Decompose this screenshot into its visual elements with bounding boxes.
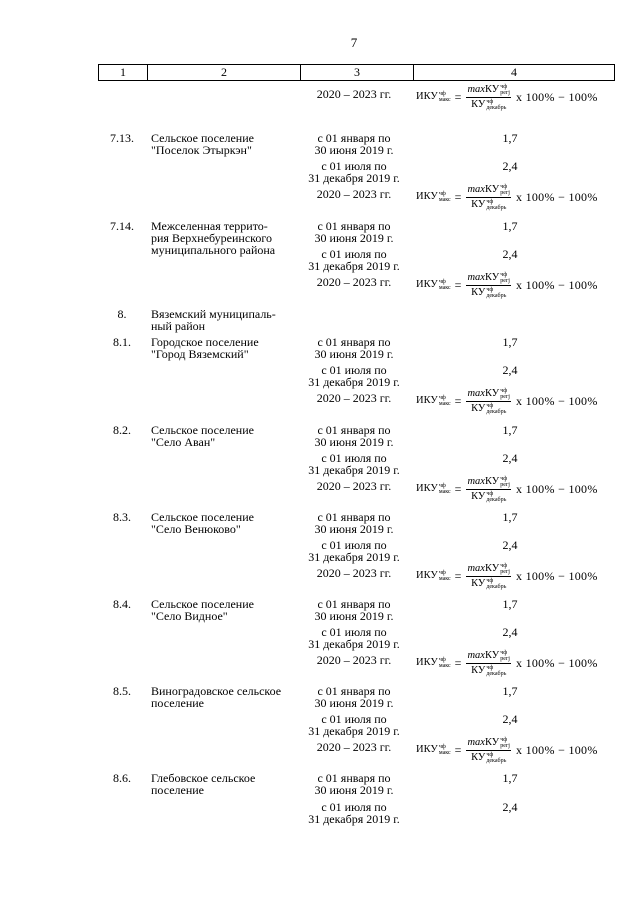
- page-number: 7: [350, 35, 358, 50]
- coefficient-value: 2,4: [502, 451, 518, 465]
- period-line: 30 июня 2019 г.: [314, 522, 394, 536]
- formula-num-indices: [500, 476, 510, 488]
- formula-tail: x 100% − 100%: [515, 90, 598, 104]
- formula-den-sub: декабрь: [486, 204, 507, 211]
- period-cell: [298, 598, 410, 622]
- row-name-line: Глебовское сельское: [151, 771, 256, 785]
- formula-num-sup: чф: [500, 649, 508, 656]
- formula-num-sup: чф: [500, 83, 508, 90]
- formula-den-sup: чф: [486, 198, 494, 205]
- formula-num-sup: чф: [500, 475, 508, 482]
- coefficient-value: 1,7: [502, 219, 518, 233]
- formula-num-indices: [500, 650, 510, 662]
- period-line: с 01 января по: [317, 219, 391, 233]
- period-line: 31 декабря 2019 г.: [308, 812, 400, 826]
- period-line: 31 декабря 2019 г.: [308, 724, 400, 738]
- formula-lhs-indices: [439, 395, 451, 407]
- period-cell: [298, 248, 410, 272]
- formula-numerator: [466, 476, 511, 489]
- formula-lhs: ИКУ: [416, 657, 438, 668]
- formula-den-ku: КУ: [471, 490, 486, 502]
- period-cell: [298, 801, 410, 825]
- row-name-line: Виноградовское сельское: [151, 684, 282, 698]
- formula-lhs-sup: чф: [438, 744, 446, 750]
- period-line: 30 июня 2019 г.: [314, 435, 394, 449]
- formula-numerator: [466, 650, 511, 663]
- period-cell: [298, 539, 410, 563]
- formula-max: max: [467, 387, 485, 399]
- period-cell: [298, 364, 410, 388]
- formula-max: max: [467, 736, 485, 748]
- period-line: с 01 июля по: [321, 451, 387, 465]
- formula-num-ku: КУ: [484, 183, 500, 195]
- formula-lhs-sub: макс: [438, 97, 451, 103]
- formula-lhs-indices: [439, 744, 451, 756]
- formula-den-ku: КУ: [471, 98, 486, 110]
- formula-num-ku: КУ: [484, 562, 500, 574]
- coefficient-value: 1,7: [502, 597, 518, 611]
- column-header-3: 3: [301, 65, 414, 81]
- formula-num-sub: регj: [500, 89, 510, 96]
- row-name-line: "Село Аван": [151, 435, 216, 449]
- period-cell: [298, 654, 410, 666]
- row-name-line: Межселенная террито-: [151, 219, 268, 233]
- formula-den-ku: КУ: [471, 751, 486, 763]
- coefficient-value: 1,7: [502, 335, 518, 349]
- row-name-line: Городское поселение: [151, 335, 259, 349]
- formula-den-sup: чф: [486, 402, 494, 409]
- period-cell: [298, 626, 410, 650]
- formula-num-ku: КУ: [484, 649, 500, 661]
- formula-num-ku: КУ: [484, 736, 500, 748]
- formula-num-sup: чф: [500, 271, 508, 278]
- period-cell: [298, 741, 410, 753]
- formula-equals: =: [454, 278, 462, 292]
- formula-lhs-indices: [439, 91, 451, 103]
- coefficient-value: 2,4: [502, 712, 518, 726]
- formula-den-ku: КУ: [471, 664, 486, 676]
- row-number: 8.1.: [113, 335, 131, 349]
- formula: [416, 649, 598, 677]
- formula-num-sub: регj: [500, 655, 510, 662]
- formula-max: max: [467, 183, 485, 195]
- formula-numerator: [466, 563, 511, 576]
- formula-num-ku: КУ: [484, 475, 500, 487]
- formula-lhs-indices: [439, 657, 451, 669]
- formula-tail: x 100% − 100%: [515, 394, 598, 408]
- period-line: 2020 – 2023 гг.: [316, 391, 392, 405]
- period-line: с 01 января по: [317, 131, 391, 145]
- formula-num-sup: чф: [500, 387, 508, 394]
- row-number: 8.3.: [113, 510, 131, 524]
- formula-lhs: ИКУ: [416, 483, 438, 494]
- formula-fraction: [466, 650, 511, 677]
- period-line: 30 июня 2019 г.: [314, 696, 394, 710]
- row-number: 7.14.: [110, 219, 134, 233]
- formula-lhs-sup: чф: [438, 279, 446, 285]
- period-line: 31 декабря 2019 г.: [308, 259, 400, 273]
- formula-num-indices: [500, 272, 510, 284]
- formula-num-indices: [500, 84, 510, 96]
- formula-fraction: [466, 737, 511, 764]
- formula-tail: x 100% − 100%: [515, 482, 598, 496]
- row-name: [151, 220, 298, 256]
- row-number: 8.2.: [113, 423, 131, 437]
- formula-den-sub: декабрь: [486, 583, 507, 590]
- formula-denominator: [466, 489, 511, 503]
- formula-den-sup: чф: [486, 98, 494, 105]
- period-line: с 01 июля по: [321, 247, 387, 261]
- formula-num-sub: регj: [500, 277, 510, 284]
- formula-den-sup: чф: [486, 286, 494, 293]
- period-cell: [298, 276, 410, 288]
- formula-den-sup: чф: [486, 751, 494, 758]
- formula-num-sub: регj: [500, 393, 510, 400]
- period-cell: [298, 713, 410, 737]
- formula-den-ku: КУ: [471, 402, 486, 414]
- formula-tail: x 100% − 100%: [515, 569, 598, 583]
- formula-lhs: ИКУ: [416, 91, 438, 102]
- period-line: с 01 января по: [317, 335, 391, 349]
- formula-fraction: [466, 184, 511, 211]
- period-line: с 01 июля по: [321, 363, 387, 377]
- formula-den-sub: декабрь: [486, 757, 507, 764]
- row-name-line: "Поселок Этыркэн": [151, 143, 252, 157]
- formula-denominator: [466, 663, 511, 677]
- period-line: 2020 – 2023 гг.: [316, 275, 392, 289]
- formula-den-sup: чф: [486, 577, 494, 584]
- coefficient-value: 1,7: [502, 423, 518, 437]
- formula-denominator: [466, 576, 511, 590]
- period-line: 2020 – 2023 гг.: [316, 187, 392, 201]
- formula-fraction: [466, 388, 511, 415]
- formula-den-indices: [486, 665, 506, 677]
- table-header-row: [99, 65, 615, 81]
- formula-num-ku: КУ: [484, 271, 500, 283]
- formula-lhs-sub: макс: [438, 576, 451, 582]
- coefficient-value: 2,4: [502, 538, 518, 552]
- formula-equals: =: [454, 190, 462, 204]
- period-cell: [298, 685, 410, 709]
- formula-den-ku: КУ: [471, 286, 486, 298]
- formula-num-indices: [500, 563, 510, 575]
- formula-max: max: [467, 83, 485, 95]
- formula-num-indices: [500, 388, 510, 400]
- period-cell: [298, 188, 410, 200]
- formula-lhs-sup: чф: [438, 657, 446, 663]
- period-line: 31 декабря 2019 г.: [308, 463, 400, 477]
- row-number: 7.13.: [110, 131, 134, 145]
- period-cell: [298, 220, 410, 244]
- formula-denominator: [466, 197, 511, 211]
- row-name-line: "Село Видное": [151, 609, 228, 623]
- formula-max: max: [467, 649, 485, 661]
- period-cell: [298, 132, 410, 156]
- row-name: [151, 424, 298, 448]
- formula-lhs: ИКУ: [416, 395, 438, 406]
- coefficient-value: 1,7: [502, 510, 518, 524]
- coefficient-value: 1,7: [502, 131, 518, 145]
- period-line: 30 июня 2019 г.: [314, 609, 394, 623]
- row-name-line: "Село Венюково": [151, 522, 241, 536]
- formula-den-ku: КУ: [471, 577, 486, 589]
- period-line: с 01 января по: [317, 423, 391, 437]
- row-name-line: муниципального района: [151, 243, 276, 257]
- formula-denominator: [466, 285, 511, 299]
- period-line: с 01 января по: [317, 771, 391, 785]
- formula-den-indices: [486, 99, 506, 111]
- formula-equals: =: [454, 569, 462, 583]
- period-cell: [298, 480, 410, 492]
- formula-lhs-sup: чф: [438, 570, 446, 576]
- formula-tail: x 100% − 100%: [515, 278, 598, 292]
- coefficient-value: 1,7: [502, 684, 518, 698]
- formula: [416, 271, 598, 299]
- coefficient-value: 2,4: [502, 363, 518, 377]
- row-name-line: Сельское поселение: [151, 131, 254, 145]
- period-line: 2020 – 2023 гг.: [316, 87, 392, 101]
- row-name: [151, 772, 298, 796]
- row-name-line: поселение: [151, 696, 205, 710]
- formula-den-sub: декабрь: [486, 292, 507, 299]
- formula: [416, 475, 598, 503]
- period-line: 30 июня 2019 г.: [314, 231, 394, 245]
- row-name-line: рия Верхнебуреинского: [151, 231, 273, 245]
- formula-max: max: [467, 562, 485, 574]
- formula-numerator: [466, 184, 511, 197]
- formula-lhs-sup: чф: [438, 191, 446, 197]
- formula-lhs-sub: макс: [438, 197, 451, 203]
- period-line: 2020 – 2023 гг.: [316, 653, 392, 667]
- period-line: с 01 июля по: [321, 159, 387, 173]
- row-number: 8.4.: [113, 597, 131, 611]
- formula-lhs-indices: [439, 570, 451, 582]
- formula: [416, 562, 598, 590]
- formula-num-indices: [500, 737, 510, 749]
- row-name-line: поселение: [151, 783, 205, 797]
- period-line: 31 декабря 2019 г.: [308, 171, 400, 185]
- row-name: [151, 598, 298, 622]
- formula-den-sub: декабрь: [486, 408, 507, 415]
- formula-max: max: [467, 271, 485, 283]
- column-header-2: 2: [148, 65, 301, 81]
- formula-numerator: [466, 388, 511, 401]
- period-line: с 01 января по: [317, 510, 391, 524]
- period-line: с 01 июля по: [321, 800, 387, 814]
- formula-lhs-indices: [439, 279, 451, 291]
- formula: [416, 736, 598, 764]
- period-line: 31 декабря 2019 г.: [308, 637, 400, 651]
- period-line: с 01 июля по: [321, 625, 387, 639]
- formula-lhs-sup: чф: [438, 91, 446, 97]
- period-cell: [298, 88, 410, 100]
- table-header: [98, 64, 615, 81]
- formula-den-sub: декабрь: [486, 496, 507, 503]
- row-name: [151, 132, 298, 156]
- period-line: 2020 – 2023 гг.: [316, 740, 392, 754]
- row-name-line: ный район: [151, 319, 206, 333]
- formula-denominator: [466, 750, 511, 764]
- formula: [416, 183, 598, 211]
- formula-num-sub: регj: [500, 189, 510, 196]
- period-cell: [298, 160, 410, 184]
- row-number: 8.: [117, 307, 127, 321]
- formula-num-sup: чф: [500, 183, 508, 190]
- formula-num-indices: [500, 184, 510, 196]
- coefficient-value: 2,4: [502, 247, 518, 261]
- formula-equals: =: [454, 90, 462, 104]
- row-number: 8.6.: [113, 771, 131, 785]
- column-header-1: 1: [99, 65, 148, 81]
- period-cell: [298, 452, 410, 476]
- period-line: 30 июня 2019 г.: [314, 143, 394, 157]
- period-line: с 01 января по: [317, 597, 391, 611]
- coefficient-value: 2,4: [502, 800, 518, 814]
- formula-den-sup: чф: [486, 664, 494, 671]
- row-name: [151, 685, 298, 709]
- formula-num-sub: регj: [500, 568, 510, 575]
- row-name-line: Сельское поселение: [151, 597, 254, 611]
- formula-den-sub: декабрь: [486, 104, 507, 111]
- formula-num-sub: регj: [500, 742, 510, 749]
- period-cell: [298, 567, 410, 579]
- formula-den-indices: [486, 403, 506, 415]
- formula-den-indices: [486, 199, 506, 211]
- period-line: 31 декабря 2019 г.: [308, 550, 400, 564]
- formula-num-sup: чф: [500, 736, 508, 743]
- formula: [416, 83, 598, 111]
- formula-den-indices: [486, 287, 506, 299]
- coefficient-value: 2,4: [502, 159, 518, 173]
- formula-lhs: ИКУ: [416, 570, 438, 581]
- formula-den-indices: [486, 491, 506, 503]
- period-cell: [298, 772, 410, 796]
- period-line: 2020 – 2023 гг.: [316, 479, 392, 493]
- formula-lhs-sub: макс: [438, 750, 451, 756]
- formula-lhs: ИКУ: [416, 279, 438, 290]
- formula-lhs: ИКУ: [416, 744, 438, 755]
- formula-num-ku: КУ: [484, 387, 500, 399]
- formula-lhs-sub: макс: [438, 285, 451, 291]
- period-line: с 01 июля по: [321, 712, 387, 726]
- coefficient-value: 1,7: [502, 771, 518, 785]
- formula-den-sup: чф: [486, 490, 494, 497]
- formula-den-indices: [486, 752, 506, 764]
- period-cell: [298, 392, 410, 404]
- formula-tail: x 100% − 100%: [515, 190, 598, 204]
- period-line: 30 июня 2019 г.: [314, 347, 394, 361]
- row-name-line: "Город Вяземский": [151, 347, 249, 361]
- row-name: [151, 511, 298, 535]
- row-name: [151, 308, 298, 332]
- formula-lhs-indices: [439, 191, 451, 203]
- formula-fraction: [466, 84, 511, 111]
- row-name: [151, 336, 298, 360]
- formula-fraction: [466, 563, 511, 590]
- formula-tail: x 100% − 100%: [515, 743, 598, 757]
- formula-lhs-indices: [439, 483, 451, 495]
- period-cell: [298, 511, 410, 535]
- period-cell: [298, 424, 410, 448]
- formula-lhs-sub: макс: [438, 401, 451, 407]
- formula-denominator: [466, 401, 511, 415]
- row-name-line: Вяземский муниципаль-: [151, 307, 276, 321]
- formula-tail: x 100% − 100%: [515, 656, 598, 670]
- row-name-line: Сельское поселение: [151, 510, 254, 524]
- formula: [416, 387, 598, 415]
- formula-numerator: [466, 272, 511, 285]
- formula-numerator: [466, 84, 511, 97]
- formula-lhs-sub: макс: [438, 663, 451, 669]
- formula-lhs-sup: чф: [438, 483, 446, 489]
- period-line: с 01 июля по: [321, 538, 387, 552]
- formula-denominator: [466, 97, 511, 111]
- formula-numerator: [466, 737, 511, 750]
- formula-equals: =: [454, 482, 462, 496]
- formula-max: max: [467, 475, 485, 487]
- column-header-4: 4: [414, 65, 615, 81]
- formula-den-sub: декабрь: [486, 670, 507, 677]
- formula-lhs: ИКУ: [416, 191, 438, 202]
- period-line: 2020 – 2023 гг.: [316, 566, 392, 580]
- period-line: 31 декабря 2019 г.: [308, 375, 400, 389]
- formula-fraction: [466, 476, 511, 503]
- formula-num-ku: КУ: [484, 83, 500, 95]
- period-cell: [298, 336, 410, 360]
- period-line: 30 июня 2019 г.: [314, 783, 394, 797]
- formula-equals: =: [454, 656, 462, 670]
- formula-fraction: [466, 272, 511, 299]
- formula-den-indices: [486, 578, 506, 590]
- formula-num-sub: регj: [500, 481, 510, 488]
- formula-lhs-sub: макс: [438, 489, 451, 495]
- formula-lhs-sup: чф: [438, 395, 446, 401]
- period-line: с 01 января по: [317, 684, 391, 698]
- coefficient-value: 2,4: [502, 625, 518, 639]
- formula-num-sup: чф: [500, 562, 508, 569]
- row-name-line: Сельское поселение: [151, 423, 254, 437]
- formula-den-ku: КУ: [471, 198, 486, 210]
- row-number: 8.5.: [113, 684, 131, 698]
- formula-equals: =: [454, 394, 462, 408]
- formula-equals: =: [454, 743, 462, 757]
